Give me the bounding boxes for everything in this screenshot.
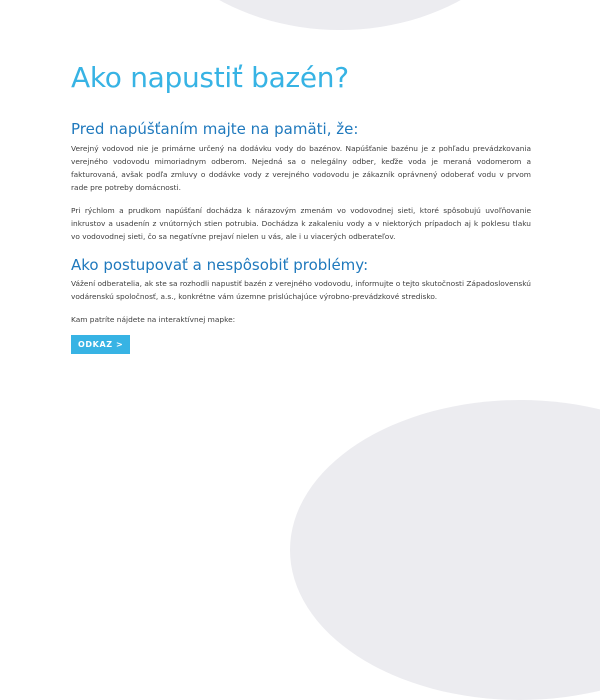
page-title: Ako napustiť bazén? [71, 61, 349, 94]
article [71, 58, 531, 354]
background-decoration-top [130, 0, 550, 30]
paragraph-water-supply: Verejný vodovod nie je primárne určený na dodávku vody do bazénov. Napúšťanie bazénu je z pohľadu prevádzkovania verejného vodovodu mimoriadnym odberom. Nejedná sa o nelegálny odber, keďže voda je meraná vodomerom a fakturovaná, avšak podľa zmluvy o dodávke vody z verejného vodovodu je zákazník oprávnený odoberať vodu v prvom rade pre potreby domácnosti. [71, 144, 531, 192]
paragraph-inform-company: Vážení odberatelia, ak ste sa rozhodli napustiť bazén z verejného vodovodu, informujte o tejto skutočnosti Západoslovenskú vodárenskú spoločnosť, a.s., konkrétne vám územne prislúchajúce výrobno-prevádzkové stredisko. [71, 279, 531, 301]
paragraph-pressure-changes: Pri rýchlom a prudkom napúšťaní dochádza k nárazovým zmenám vo vodovodnej sieti, ktoré spôsobujú uvoľňovanie inkrustov a usadenín z vnútorných stien potrubia. Dochádza k zakaleniu vody a v niektorých prípadoch aj k poklesu tlaku vo vodovodnej sieti, čo sa negatívne prejaví nielen u vás, ale i u viacerých odberateľov. [71, 206, 531, 241]
map-link-button[interactable]: ODKAZ > [71, 335, 130, 354]
background-decoration-bottom [290, 400, 600, 700]
section-heading-prepare: Pred napúšťaním majte na pamäti, že: [71, 120, 359, 138]
section-heading-procedure: Ako postupovať a nespôsobiť problémy: [71, 256, 369, 274]
paragraph-map-hint: Kam patríte nájdete na interaktívnej mapke: [71, 315, 236, 324]
